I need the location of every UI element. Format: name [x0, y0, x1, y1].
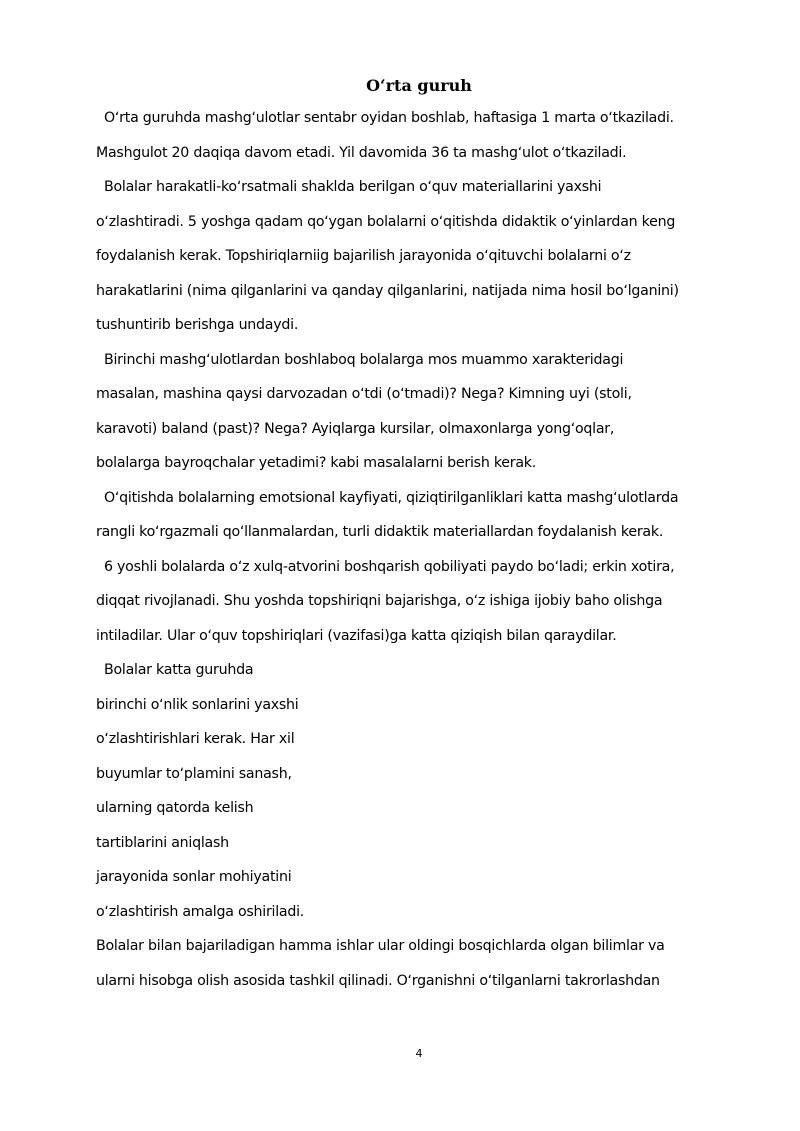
text-line: tartiblarini aniqlash — [96, 835, 229, 851]
text-line: Bolalar katta guruhda — [104, 662, 254, 678]
text-line: Bolalar harakatli-koʻrsatmali shaklda berilgan oʻquv materiallarini yaxshi — [104, 179, 602, 195]
text-line: oʻzlashtiradi. 5 yoshga qadam qoʻygan bolalarni oʻqitishda didaktik oʻyinlardan keng — [96, 214, 676, 230]
text-line: Mashgulot 20 daqiqa davom etadi. Yil davomida 36 ta mashgʻulot oʻtkaziladi. — [96, 145, 627, 161]
text-line: tushuntirib berishga undaydi. — [96, 317, 299, 333]
text-line: diqqat rivojlanadi. Shu yoshda topshiriqni bajarishga, oʻz ishiga ijobiy baho olishga — [96, 593, 663, 609]
text-line: buyumlar toʻplamini sanash, — [96, 766, 292, 782]
text-line: oʻzlashtirish amalga oshiriladi. — [96, 904, 305, 920]
text-line: ularni hisobga olish asosida tashkil qilinadi. Oʻrganishni oʻtilganlarni takrorlashdan — [96, 973, 660, 989]
text-line: karavoti) baland (past)? Nega? Ayiqlarga kursilar, olmaxonlarga yongʻoqlar, — [96, 421, 615, 437]
text-line: Birinchi mashgʻulotlardan boshlaboq bolalarga mos muammo xarakteridagi — [104, 352, 624, 368]
text-line: jarayonida sonlar mohiyatini — [96, 869, 292, 885]
text-line: Oʻqitishda bolalarning emotsional kayfiyati, qiziqtirilganliklari katta mashgʻulotlarda — [104, 490, 679, 506]
text-line: intiladilar. Ular oʻquv topshiriqlari (vazifasi)ga katta qiziqish bilan qaraydilar. — [96, 628, 617, 644]
text-line: Oʻrta guruhda mashgʻulotlar sentabr oyidan boshlab, haftasiga 1 marta oʻtkaziladi. — [104, 110, 674, 126]
text-line: foydalanish kerak. Topshiriqlarniig bajarilish jarayonida oʻqituvchi bolalarni oʻz — [96, 248, 631, 264]
text-line: oʻzlashtirishlari kerak. Har xil — [96, 731, 295, 747]
page-number: 4 — [415, 1047, 423, 1060]
text-line: 6 yoshli bolalarda oʻz xulq-atvorini boshqarish qobiliyati paydo boʻladi; erkin xotira, — [104, 559, 675, 575]
text-line: harakatlarini (nima qilganlarini va qanday qilganlarini, natijada nima hosil boʻlganini) — [96, 283, 679, 299]
text-line: birinchi oʻnlik sonlarini yaxshi — [96, 697, 299, 713]
text-line: ularning qatorda kelish — [96, 800, 254, 816]
text-line: bolalarga bayroqchalar yetadimi? kabi masalalarni berish kerak. — [96, 455, 537, 471]
text-line: rangli koʻrgazmali qoʻllanmalardan, turli didaktik materiallardan foydalanish kerak. — [96, 524, 664, 540]
section-title: Oʻrta guruh — [366, 76, 472, 95]
text-line: masalan, mashina qaysi darvozadan oʻtdi (oʻtmadi)? Nega? Kimning uyi (stoli, — [96, 386, 632, 402]
text-line: Bolalar bilan bajariladigan hamma ishlar ular oldingi bosqichlarda olgan bilimlar va — [96, 938, 665, 954]
